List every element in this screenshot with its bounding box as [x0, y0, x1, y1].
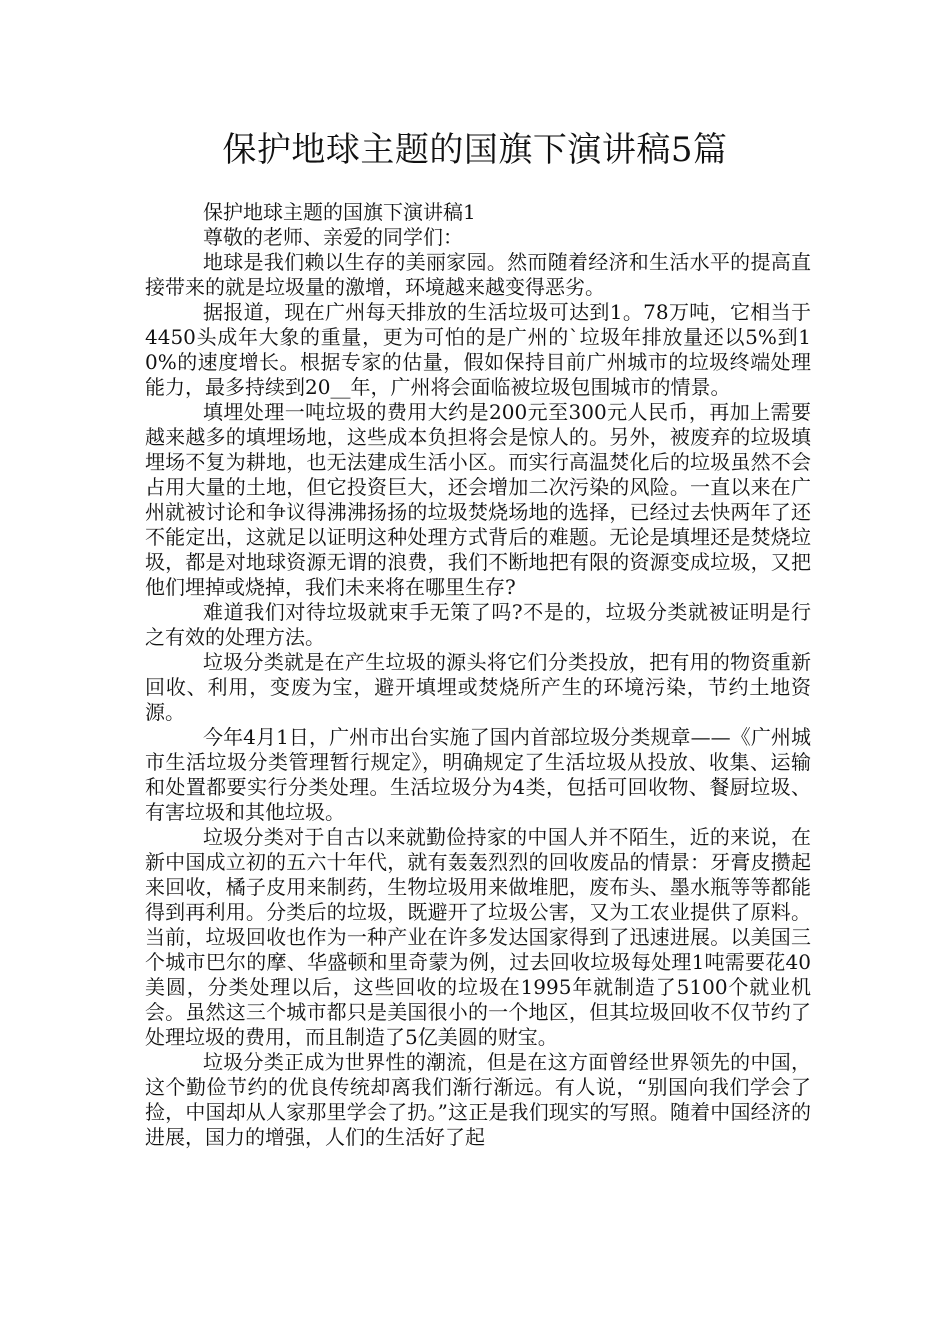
subtitle-paragraph: 保护地球主题的国旗下演讲稿1 [203, 200, 476, 224]
body-paragraph: 今年4月1日，广州市出台实施了国内首部垃圾分类规章——《广州城市生活垃圾分类管理暂行规定》，明确规定了生活垃圾从投放、收集、运输和处置都要实行分类处理。生活垃圾分为4类，包括可回收物、餐厨垃圾、有害垃圾和其他垃圾。 [145, 725, 811, 824]
body-paragraph: 垃圾分类就是在产生垃圾的源头将它们分类投放，把有用的物资重新回收、利用，变废为宝，避开填埋或焚烧所产生的环境污染，节约土地资源。 [145, 650, 811, 724]
body-paragraph: 垃圾分类正成为世界性的潮流，但是在这方面曾经世界领先的中国，这个勤俭节约的优良传统却离我们渐行渐远。有人说，“别国向我们学会了捡，中国却从人家那里学会了扔。”这正是我们现实的写照。随着中国经济的进展，国力的增强，人们的生活好了起 [145, 1050, 811, 1149]
body-paragraph: 填埋处理一吨垃圾的费用大约是200元至300元人民币，再加上需要越来越多的填埋场地，这些成本负担将会是惊人的。另外，被废弃的垃圾填埋场不复为耕地，也无法建成生活小区。而实行高温焚化后的垃圾虽然不会占用大量的土地，但它投资巨大，还会增加二次污染的风险。一直以来在广州就被讨论和争议得沸沸扬扬的垃圾焚烧场地的选择，已经过去快两年了还不能定出，这就足以证明这种处理方式背后的难题。无论是填埋还是焚烧垃圾，都是对地球资源无谓的浪费，我们不断地把有限的资源变成垃圾，又把他们埋掉或烧掉，我们未来将在哪里生存? [145, 400, 811, 599]
body-paragraph: 垃圾分类对于自古以来就勤俭持家的中国人并不陌生，近的来说，在新中国成立初的五六十年代，就有轰轰烈烈的回收废品的情景：牙膏皮攒起来回收，橘子皮用来制药，生物垃圾用来做堆肥，废布头、墨水瓶等等都能得到再利用。分类后的垃圾，既避开了垃圾公害，又为工农业提供了原料。当前，垃圾回收也作为一种产业在许多发达国家得到了迅速进展。以美国三个城市巴尔的摩、华盛顿和里奇蒙为例，过去回收垃圾每处理1吨需要花40美圆，分类处理以后，这些回收的垃圾在1995年就制造了5100个就业机会。虽然这三个城市都只是美国很小的一个地区，但其垃圾回收不仅节约了处理垃圾的费用，而且制造了5亿美圆的财宝。 [145, 825, 811, 1049]
document-title: 保护地球主题的国旗下演讲稿5篇 [222, 130, 728, 170]
document-body [145, 200, 811, 1150]
body-paragraph: 地球是我们赖以生存的美丽家园。然而随着经济和生活水平的提高直接带来的就是垃圾量的激增，环境越来越变得恶劣。 [145, 250, 811, 299]
body-paragraph: 难道我们对待垃圾就束手无策了吗?不是的，垃圾分类就被证明是行之有效的处理方法。 [145, 600, 811, 649]
salutation-paragraph: 尊敬的老师、亲爱的同学们： [203, 225, 463, 249]
body-paragraph: 据报道，现在广州每天排放的生活垃圾可达到1。78万吨，它相当于4450头成年大象的重量，更为可怕的是广州的`垃圾年排放量还以5%到10%的速度增长。根据专家的估量，假如保持目前广州城市的垃圾终端处理能力，最多持续到20__年，广州将会面临被垃圾包围城市的情景。 [145, 300, 811, 399]
